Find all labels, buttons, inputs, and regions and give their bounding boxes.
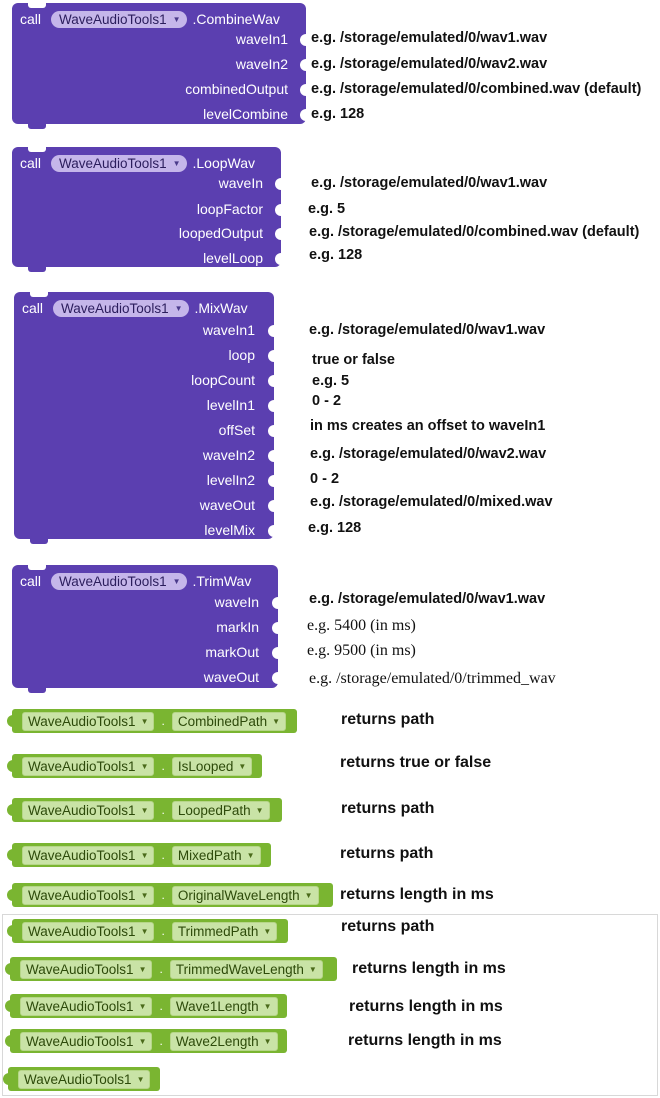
param-levelcombine: levelCombine	[203, 106, 288, 122]
param-levelin2: levelIn2	[206, 472, 255, 488]
call-label: call	[22, 300, 44, 316]
dropdown-caret-icon: ▼	[140, 890, 149, 900]
loopwav-block[interactable]	[12, 147, 281, 267]
hint-levelcombine: e.g. 128	[311, 106, 365, 122]
combinewav-header	[20, 8, 280, 30]
hint-wavein2: e.g. /storage/emulated/0/wav2.wav	[311, 56, 548, 72]
param-loopedoutput: loopedOutput	[178, 225, 263, 241]
trimwav-header	[20, 570, 251, 592]
getter-mixedpath[interactable]: WaveAudioTools1 ▼ . MixedPath ▼	[12, 843, 271, 867]
returns-mixedpath: returns path	[340, 845, 434, 862]
component-dropdown[interactable]: WaveAudioTools1 ▼	[22, 801, 154, 820]
dropdown-caret-icon: ▼	[304, 890, 313, 900]
dropdown-caret-icon: ▼	[308, 964, 317, 974]
hint-wavein: e.g. /storage/emulated/0/wav1.wav	[311, 175, 548, 191]
param-levelloop: levelLoop	[203, 250, 263, 266]
mixwav-block[interactable]	[14, 292, 274, 539]
dropdown-caret-icon: ▼	[136, 1074, 145, 1084]
dropdown-caret-icon: ▼	[138, 964, 147, 974]
dropdown-caret-icon: ▼	[174, 303, 183, 313]
call-label: call	[20, 573, 42, 589]
hint-markout: e.g. 9500 (in ms)	[307, 642, 416, 659]
input-socket[interactable]	[268, 350, 274, 362]
component-dropdown[interactable]: WaveAudioTools1 ▼	[18, 1070, 150, 1089]
returns-loopedpath: returns path	[341, 800, 435, 817]
param-loopcount: loopCount	[191, 372, 255, 388]
property-dropdown[interactable]: LoopedPath ▼	[172, 801, 270, 820]
mixwav-header	[22, 297, 248, 319]
input-socket[interactable]	[272, 597, 278, 609]
hint-loopedoutput: e.g. /storage/emulated/0/combined.wav (default)	[309, 224, 640, 240]
dropdown-caret-icon: ▼	[263, 1036, 272, 1046]
param-levelin1: levelIn1	[206, 397, 255, 413]
param-wavein1: waveIn1	[202, 322, 255, 338]
hint-loopcount: e.g. 5	[312, 373, 350, 389]
returns-trimmedpath: returns path	[341, 918, 435, 935]
input-socket[interactable]	[268, 500, 274, 512]
hint-markin: e.g. 5400 (in ms)	[307, 617, 416, 634]
hint-loopfactor: e.g. 5	[308, 201, 346, 217]
getter-wave2length[interactable]: WaveAudioTools1 ▼ . Wave2Length ▼	[10, 1029, 287, 1053]
property-dropdown[interactable]: IsLooped ▼	[172, 757, 252, 776]
component-dropdown[interactable]: WaveAudioTools1 ▼	[20, 960, 152, 979]
param-levelmix: levelMix	[204, 522, 255, 538]
property-dropdown[interactable]: TrimmedPath ▼	[172, 922, 277, 941]
input-socket[interactable]	[300, 34, 306, 46]
dropdown-caret-icon: ▼	[172, 14, 181, 24]
dropdown-caret-icon: ▼	[172, 576, 181, 586]
param-loop: loop	[228, 347, 255, 363]
param-offset: offSet	[218, 422, 255, 438]
method-name: .TrimWav	[192, 573, 252, 589]
getter-combinedpath[interactable]: WaveAudioTools1 ▼ . CombinedPath ▼	[12, 709, 297, 733]
getter-trimmedwavelength[interactable]: WaveAudioTools1 ▼ . TrimmedWaveLength ▼	[10, 957, 337, 981]
property-dropdown[interactable]: Wave2Length ▼	[170, 1032, 278, 1051]
dropdown-caret-icon: ▼	[263, 1001, 272, 1011]
call-label: call	[20, 155, 42, 171]
property-dropdown[interactable]: TrimmedWaveLength ▼	[170, 960, 323, 979]
dropdown-caret-icon: ▼	[138, 1036, 147, 1046]
input-socket[interactable]	[275, 178, 281, 190]
component-dropdown[interactable]: WaveAudioTools1 ▼	[22, 712, 154, 731]
param-combinedoutput: combinedOutput	[185, 81, 288, 97]
input-socket[interactable]	[272, 622, 278, 634]
input-socket[interactable]	[268, 400, 274, 412]
input-socket[interactable]	[268, 425, 274, 437]
returns-originalwavelength: returns length in ms	[340, 886, 494, 903]
hint-wavein2: e.g. /storage/emulated/0/wav2.wav	[310, 446, 547, 462]
trimwav-block[interactable]	[12, 565, 278, 688]
hint-combinedoutput: e.g. /storage/emulated/0/combined.wav (default)	[311, 81, 642, 97]
property-dropdown[interactable]: MixedPath ▼	[172, 846, 261, 865]
call-label: call	[20, 11, 42, 27]
input-socket[interactable]	[272, 647, 278, 659]
getter-originalwavelength[interactable]: WaveAudioTools1 ▼ . OriginalWaveLength ▼	[12, 883, 333, 907]
input-socket[interactable]	[300, 59, 306, 71]
param-waveout: waveOut	[199, 497, 255, 513]
component-dropdown[interactable]: WaveAudioTools1 ▼	[22, 757, 154, 776]
component-dropdown[interactable]: WaveAudioTools1 ▼	[22, 846, 154, 865]
returns-wave2length: returns length in ms	[348, 1032, 502, 1049]
loopwav-header	[20, 152, 255, 174]
component-dropdown[interactable]: WaveAudioTools1 ▼	[51, 155, 186, 172]
dropdown-caret-icon: ▼	[140, 761, 149, 771]
hint-waveout: e.g. /storage/emulated/0/trimmed_wav	[309, 670, 556, 687]
hint-levelin1: 0 - 2	[312, 393, 342, 409]
param-wavein1: waveIn1	[235, 31, 288, 47]
returns-combinedpath: returns path	[341, 711, 435, 728]
method-name: .CombineWav	[192, 11, 280, 27]
property-dropdown[interactable]: CombinedPath ▼	[172, 712, 286, 731]
dropdown-caret-icon: ▼	[138, 1001, 147, 1011]
input-socket[interactable]	[300, 84, 306, 96]
input-socket[interactable]	[268, 450, 274, 462]
hint-wavein1: e.g. /storage/emulated/0/wav1.wav	[311, 30, 548, 46]
returns-islooped: returns true or false	[340, 754, 492, 771]
dropdown-caret-icon: ▼	[172, 158, 181, 168]
component-dropdown[interactable]: WaveAudioTools1 ▼	[53, 300, 188, 317]
component-dropdown[interactable]: WaveAudioTools1 ▼	[51, 11, 186, 28]
returns-wave1length: returns length in ms	[349, 998, 503, 1015]
component-dropdown[interactable]: WaveAudioTools1 ▼	[51, 573, 186, 590]
param-loopfactor: loopFactor	[196, 201, 263, 217]
param-wavein2: waveIn2	[202, 447, 255, 463]
dropdown-caret-icon: ▼	[255, 805, 264, 815]
component-dropdown[interactable]: WaveAudioTools1 ▼	[20, 997, 152, 1016]
component-dropdown[interactable]: WaveAudioTools1 ▼	[20, 1032, 152, 1051]
method-name: .LoopWav	[192, 155, 256, 171]
input-socket[interactable]	[275, 228, 281, 240]
getter-wave1length[interactable]: WaveAudioTools1 ▼ . Wave1Length ▼	[10, 994, 287, 1018]
input-socket[interactable]	[268, 475, 274, 487]
property-dropdown[interactable]: OriginalWaveLength ▼	[172, 886, 319, 905]
method-name: .MixWav	[194, 300, 248, 316]
input-socket[interactable]	[275, 253, 281, 265]
property-dropdown[interactable]: Wave1Length ▼	[170, 997, 278, 1016]
dropdown-caret-icon: ▼	[140, 805, 149, 815]
input-socket[interactable]	[268, 325, 274, 337]
dropdown-caret-icon: ▼	[246, 850, 255, 860]
input-socket[interactable]	[268, 525, 274, 537]
param-markout: markOut	[205, 644, 259, 660]
getter-loopedpath[interactable]: WaveAudioTools1 ▼ . LoopedPath ▼	[12, 798, 282, 822]
combinewav-block[interactable]	[12, 3, 306, 124]
dropdown-caret-icon: ▼	[140, 926, 149, 936]
hint-wavein: e.g. /storage/emulated/0/wav1.wav	[309, 591, 546, 607]
hint-levelin2: 0 - 2	[310, 471, 340, 487]
input-socket[interactable]	[272, 672, 278, 684]
component-block[interactable]	[8, 1067, 160, 1091]
hint-levelmix: e.g. 128	[308, 520, 362, 536]
param-wavein2: waveIn2	[235, 56, 288, 72]
dropdown-caret-icon: ▼	[140, 716, 149, 726]
component-dropdown[interactable]: WaveAudioTools1 ▼	[22, 886, 154, 905]
param-markin: markIn	[216, 619, 259, 635]
hint-loop: true or false	[312, 352, 395, 368]
dropdown-caret-icon: ▼	[238, 761, 247, 771]
input-socket[interactable]	[300, 109, 306, 121]
getter-trimmedpath[interactable]: WaveAudioTools1 ▼ . TrimmedPath ▼	[12, 919, 288, 943]
hint-wavein1: e.g. /storage/emulated/0/wav1.wav	[309, 322, 546, 338]
getter-islooped[interactable]: WaveAudioTools1 ▼ . IsLooped ▼	[12, 754, 262, 778]
hint-waveout: e.g. /storage/emulated/0/mixed.wav	[310, 494, 553, 510]
dropdown-caret-icon: ▼	[272, 716, 281, 726]
hint-offset: in ms creates an offset to waveIn1	[310, 418, 546, 434]
hint-levelloop: e.g. 128	[309, 247, 363, 263]
dropdown-caret-icon: ▼	[140, 850, 149, 860]
returns-trimmedwavelength: returns length in ms	[352, 960, 506, 977]
param-wavein: waveIn	[214, 594, 259, 610]
component-dropdown[interactable]: WaveAudioTools1 ▼	[22, 922, 154, 941]
input-socket[interactable]	[268, 375, 274, 387]
param-waveout: waveOut	[203, 669, 259, 685]
dropdown-caret-icon: ▼	[263, 926, 272, 936]
param-wavein: waveIn	[218, 175, 263, 191]
input-socket[interactable]	[275, 204, 281, 216]
